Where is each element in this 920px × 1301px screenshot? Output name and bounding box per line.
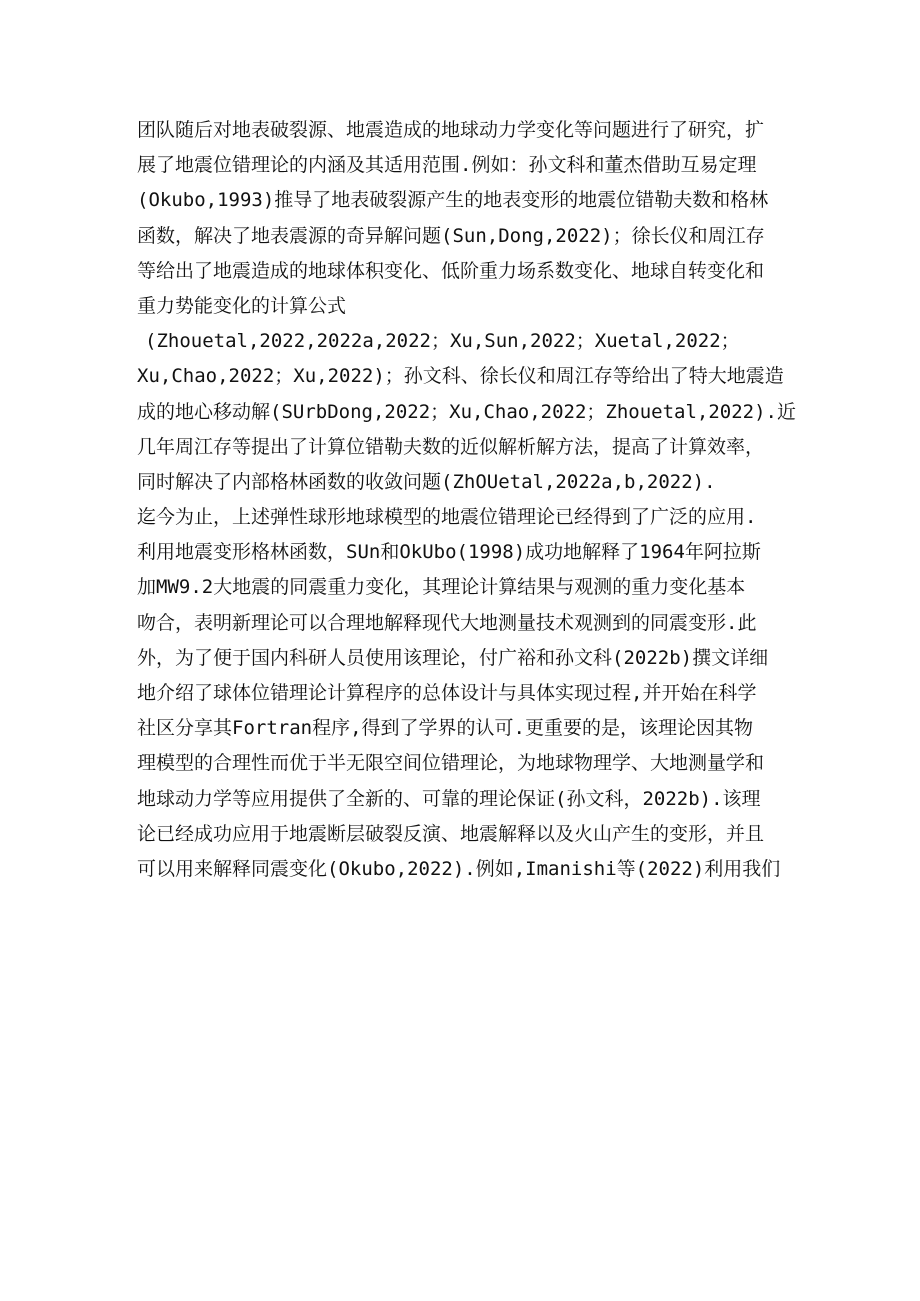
text-line: 利用地震变形格林函数，SUn和OkUbo(1998)成功地解释了1964年阿拉斯 bbox=[137, 541, 761, 564]
text-line: 吻合，表明新理论可以合理地解释现代大地测量技术观测到的同震变形.此 bbox=[137, 611, 757, 634]
text-line: Xu,Chao,2022；Xu,2022)；孙文科、徐长仪和周江存等给出了特大地震造 bbox=[137, 365, 784, 388]
text-line: 迄今为止，上述弹性球形地球模型的地震位错理论已经得到了广泛的应用. bbox=[137, 506, 757, 529]
text-line: 展了地震位错理论的内涵及其适用范围.例如：孙文科和董杰借助互易定理 bbox=[137, 154, 757, 177]
text-line: 团队随后对地表破裂源、地震造成的地球动力学变化等问题进行了研究，扩 bbox=[137, 119, 765, 141]
text-line: 几年周江存等提出了计算位错勒夫数的近似解析解方法，提高了计算效率， bbox=[137, 435, 765, 458]
text-line: 论已经成功应用于地震断层破裂反演、地震解释以及火山产生的变形，并且 bbox=[137, 822, 765, 845]
text-line: 外，为了便于国内科研人员使用该理论，付广裕和孙文科(2022b)撰文详细 bbox=[137, 646, 769, 669]
text-line: 社区分享其Fortran程序,得到了学界的认可.更重要的是，该理论因其物 bbox=[137, 717, 753, 740]
text-line: 重力势能变化的计算公式 bbox=[137, 294, 347, 317]
text-line: 可以用来解释同震变化(Okubo,2022).例如,Imanishi等(2022)利用我们 bbox=[137, 857, 781, 880]
text-line: 地球动力学等应用提供了全新的、可靠的理论保证(孙文科，2022b).该理 bbox=[137, 787, 761, 810]
text-line: 等给出了地震造成的地球体积变化、低阶重力场系数变化、地球自转变化和 bbox=[137, 259, 765, 282]
text-line: (Okubo,1993)推导了地表破裂源产生的地表变形的地震位错勒夫数和格林 bbox=[137, 189, 769, 212]
text-line: 函数，解决了地表震源的奇异解问题(Sun,Dong,2022)；徐长仪和周江存 bbox=[137, 224, 765, 247]
text-line: 地介绍了球体位错理论计算程序的总体设计与具体实现过程,并开始在科学 bbox=[137, 682, 757, 704]
text-line: 理模型的合理性而优于半无限空间位错理论，为地球物理学、大地测量学和 bbox=[137, 752, 765, 775]
text-line: 成的地心移动解(SUrbDong,2022；Xu,Chao,2022；Zhouetal,2022).近 bbox=[137, 400, 796, 423]
body-text bbox=[137, 113, 807, 887]
text-line: (Zhouetal,2022,2022a,2022；Xu,Sun,2022；Xuetal,2022； bbox=[145, 330, 740, 353]
text-line: 同时解决了内部格林函数的收敛问题(ZhOUetal,2022a,b,2022). bbox=[137, 470, 716, 493]
text-line: 加MW9.2大地震的同震重力变化，其理论计算结果与观测的重力变化基本 bbox=[137, 576, 746, 599]
